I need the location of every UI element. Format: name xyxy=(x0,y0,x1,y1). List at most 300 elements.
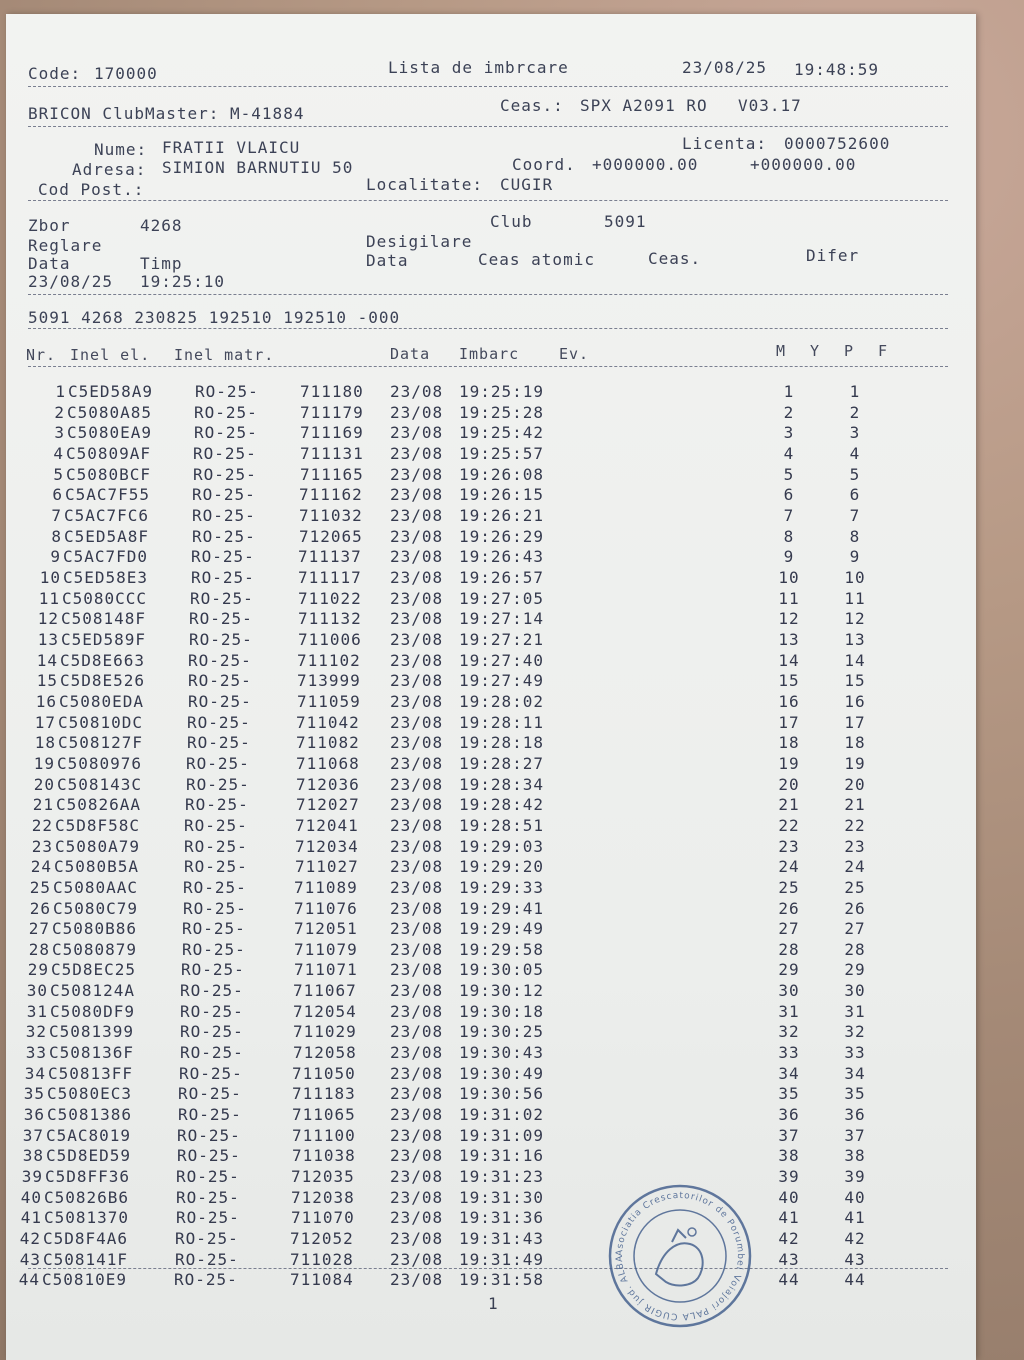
row-nr: 2 xyxy=(54,402,65,422)
row-date: 23/08 xyxy=(390,795,444,815)
row-inel-el: C5AC7F55 xyxy=(65,485,151,505)
localitate-value: CUGIR xyxy=(500,175,554,194)
row-inel-matr: 712027 xyxy=(296,795,360,815)
row-p: 36 xyxy=(844,1105,866,1125)
table-row xyxy=(6,485,976,505)
row-p: 29 xyxy=(844,960,866,980)
row-p: 14 xyxy=(844,650,866,670)
row-ring-prefix: RO-25- xyxy=(179,1063,243,1083)
row-ring-prefix: RO-25- xyxy=(183,877,247,897)
divider xyxy=(28,1268,948,1269)
row-m: 35 xyxy=(778,1084,800,1104)
row-inel-el: C5D8F58C xyxy=(55,815,141,835)
row-time: 19:31:49 xyxy=(459,1249,545,1269)
row-ring-prefix: RO-25- xyxy=(176,1167,240,1187)
col-inel-matr: Inel matr. xyxy=(174,346,275,364)
row-p: 5 xyxy=(849,464,861,484)
row-inel-el: C5080DF9 xyxy=(50,1001,136,1021)
row-time: 19:30:18 xyxy=(459,1001,545,1021)
row-date: 23/08 xyxy=(390,898,444,918)
table-row xyxy=(6,1002,976,1022)
coord-y: +000000.00 xyxy=(750,155,857,174)
row-ring-prefix: RO-25- xyxy=(178,1105,242,1125)
row-inel-matr: 711180 xyxy=(300,382,364,401)
adresa-value: SIMION BARNUTIU 50 xyxy=(162,158,354,177)
row-date: 23/08 xyxy=(390,691,444,711)
col-inel-el: Inel el. xyxy=(70,346,151,364)
row-inel-el: C5AC8019 xyxy=(46,1125,132,1145)
row-inel-el: C5080A79 xyxy=(55,836,141,856)
row-nr: 4 xyxy=(53,443,64,463)
table-row xyxy=(6,1105,976,1125)
row-inel-el: C5080BCF xyxy=(66,464,152,484)
row-inel-el: C508143C xyxy=(57,774,143,794)
row-date: 23/08 xyxy=(390,402,444,422)
col-f: F xyxy=(878,342,889,360)
row-date: 23/08 xyxy=(390,877,444,897)
adresa-label: Adresa: xyxy=(72,160,147,179)
table-row xyxy=(6,1146,976,1166)
reglare-date: 23/08/25 xyxy=(28,272,114,291)
row-m: 25 xyxy=(778,877,800,897)
row-m: 2 xyxy=(783,402,795,422)
row-ring-prefix: RO-25- xyxy=(191,547,255,567)
row-ring-prefix: RO-25- xyxy=(184,815,248,835)
row-inel-el: C5ED589F xyxy=(61,629,147,649)
row-inel-el: C5D8FF36 xyxy=(45,1167,131,1187)
table-row xyxy=(6,1270,976,1290)
row-nr: 6 xyxy=(52,485,63,505)
row-p: 28 xyxy=(844,939,866,959)
row-inel-matr: 711068 xyxy=(296,753,360,773)
row-date: 23/08 xyxy=(390,712,444,732)
row-p: 42 xyxy=(844,1229,866,1249)
row-nr: 36 xyxy=(23,1105,45,1125)
row-inel-matr: 711070 xyxy=(291,1208,355,1228)
row-date: 23/08 xyxy=(390,567,444,587)
row-date: 23/08 xyxy=(390,1001,444,1021)
row-inel-el: C5D8E663 xyxy=(60,650,146,670)
col-y: Y xyxy=(810,342,821,360)
row-date: 23/08 xyxy=(390,753,444,773)
row-ring-prefix: RO-25- xyxy=(181,960,245,980)
row-p: 27 xyxy=(844,919,866,939)
row-inel-matr: 712051 xyxy=(294,919,358,939)
row-nr: 7 xyxy=(51,505,62,525)
row-inel-matr: 711117 xyxy=(298,567,362,587)
row-inel-matr: 711102 xyxy=(297,650,361,670)
row-m: 11 xyxy=(778,588,800,608)
row-time: 19:26:29 xyxy=(459,526,545,546)
row-inel-el: C5080AAC xyxy=(53,877,139,897)
table-row xyxy=(6,609,976,629)
row-m: 16 xyxy=(778,691,800,711)
row-time: 19:27:40 xyxy=(459,650,545,670)
row-nr: 3 xyxy=(54,423,65,443)
row-nr: 40 xyxy=(20,1187,42,1207)
row-date: 23/08 xyxy=(390,423,444,443)
licenta-value: 0000752600 xyxy=(784,134,891,153)
row-m: 43 xyxy=(778,1249,800,1269)
divider xyxy=(28,126,948,127)
row-m: 23 xyxy=(778,836,800,856)
row-nr: 19 xyxy=(33,753,55,773)
row-m: 19 xyxy=(778,753,800,773)
row-nr: 12 xyxy=(37,609,59,629)
row-inel-el: C5081399 xyxy=(49,1022,135,1042)
row-m: 28 xyxy=(778,939,800,959)
row-nr: 34 xyxy=(24,1063,46,1083)
row-ring-prefix: RO-25- xyxy=(176,1208,240,1228)
row-time: 19:30:49 xyxy=(459,1063,545,1083)
row-ring-prefix: RO-25- xyxy=(195,382,259,401)
table-row xyxy=(6,1167,976,1187)
row-date: 23/08 xyxy=(390,960,444,980)
table-row xyxy=(6,1229,976,1249)
row-inel-el: C50809AF xyxy=(66,443,152,463)
row-ring-prefix: RO-25- xyxy=(189,629,253,649)
row-m: 22 xyxy=(778,815,800,835)
row-nr: 15 xyxy=(36,671,58,691)
row-date: 23/08 xyxy=(390,939,444,959)
row-inel-el: C508148F xyxy=(61,609,147,629)
row-p: 18 xyxy=(844,733,866,753)
row-inel-matr: 711071 xyxy=(294,960,358,980)
row-nr: 22 xyxy=(31,815,53,835)
row-p: 40 xyxy=(844,1187,866,1207)
table-row xyxy=(6,465,976,485)
row-nr: 17 xyxy=(34,712,56,732)
row-inel-el: C5081386 xyxy=(47,1105,133,1125)
row-m: 4 xyxy=(783,443,795,463)
row-nr: 20 xyxy=(33,774,55,794)
row-p: 25 xyxy=(844,877,866,897)
row-time: 19:31:09 xyxy=(459,1125,545,1145)
row-inel-matr: 711162 xyxy=(299,485,363,505)
row-nr: 37 xyxy=(22,1125,44,1145)
row-nr: 32 xyxy=(25,1022,47,1042)
row-inel-matr: 712038 xyxy=(291,1187,355,1207)
row-p: 19 xyxy=(844,753,866,773)
data-label: Data xyxy=(28,254,71,273)
row-p: 1 xyxy=(849,382,861,401)
row-m: 29 xyxy=(778,960,800,980)
row-inel-matr: 711079 xyxy=(294,939,358,959)
row-ring-prefix: RO-25- xyxy=(188,671,252,691)
page-number: 1 xyxy=(488,1294,498,1313)
row-nr: 1 xyxy=(55,382,66,401)
row-m: 13 xyxy=(778,629,800,649)
row-inel-matr: 711006 xyxy=(298,629,362,649)
row-inel-matr: 711065 xyxy=(292,1105,356,1125)
table-row xyxy=(6,795,976,815)
col-data: Data xyxy=(390,345,431,363)
row-nr: 11 xyxy=(38,588,60,608)
row-inel-matr: 713999 xyxy=(297,671,361,691)
divider xyxy=(28,328,948,329)
row-ring-prefix: RO-25- xyxy=(186,774,250,794)
row-p: 3 xyxy=(849,423,861,443)
row-m: 42 xyxy=(778,1229,800,1249)
row-m: 8 xyxy=(783,526,795,546)
row-date: 23/08 xyxy=(390,1084,444,1104)
ceas2-label: Ceas. xyxy=(648,249,702,268)
table-row xyxy=(6,423,976,443)
row-inel-matr: 711131 xyxy=(300,443,364,463)
table-row xyxy=(6,1250,976,1270)
row-inel-matr: 712058 xyxy=(293,1043,357,1063)
row-inel-matr: 711022 xyxy=(298,588,362,608)
table-row xyxy=(6,589,976,609)
row-inel-matr: 711027 xyxy=(295,857,359,877)
row-inel-el: C50826B6 xyxy=(44,1187,130,1207)
row-inel-matr: 711179 xyxy=(300,402,364,422)
row-date: 23/08 xyxy=(390,588,444,608)
row-nr: 27 xyxy=(28,919,50,939)
row-time: 19:27:14 xyxy=(459,609,545,629)
row-inel-matr: 711029 xyxy=(293,1022,357,1042)
row-time: 19:28:51 xyxy=(459,815,545,835)
row-time: 19:31:02 xyxy=(459,1105,545,1125)
row-m: 5 xyxy=(783,464,795,484)
row-inel-matr: 711132 xyxy=(298,609,362,629)
row-nr: 13 xyxy=(37,629,59,649)
row-ring-prefix: RO-25- xyxy=(177,1146,241,1166)
row-m: 34 xyxy=(778,1063,800,1083)
row-time: 19:31:30 xyxy=(459,1187,545,1207)
row-p: 6 xyxy=(849,485,861,505)
row-m: 20 xyxy=(778,774,800,794)
row-inel-el: C50810E9 xyxy=(42,1270,128,1290)
row-ring-prefix: RO-25- xyxy=(188,691,252,711)
row-ring-prefix: RO-25- xyxy=(189,609,253,629)
flight-code-line: 5091 4268 230825 192510 192510 -000 xyxy=(28,308,401,327)
row-nr: 5 xyxy=(53,464,64,484)
table-row xyxy=(6,878,976,898)
row-inel-matr: 711042 xyxy=(296,712,360,732)
row-date: 23/08 xyxy=(390,1270,444,1290)
row-date: 23/08 xyxy=(390,464,444,484)
row-ring-prefix: RO-25- xyxy=(188,650,252,670)
row-m: 36 xyxy=(778,1105,800,1125)
row-time: 19:29:49 xyxy=(459,919,545,939)
club-label: Club xyxy=(490,212,533,231)
row-date: 23/08 xyxy=(390,650,444,670)
row-inel-matr: 711038 xyxy=(292,1146,356,1166)
row-nr: 9 xyxy=(50,547,61,567)
row-m: 24 xyxy=(778,857,800,877)
reglare-label: Reglare xyxy=(28,236,103,255)
row-nr: 14 xyxy=(36,650,58,670)
row-m: 15 xyxy=(778,671,800,691)
table-row xyxy=(6,775,976,795)
row-time: 19:25:42 xyxy=(459,423,545,443)
col-p: P xyxy=(844,342,855,360)
row-m: 1 xyxy=(783,382,795,401)
row-m: 32 xyxy=(778,1022,800,1042)
row-inel-matr: 711067 xyxy=(293,981,357,1001)
row-p: 16 xyxy=(844,691,866,711)
row-time: 19:25:19 xyxy=(459,382,545,401)
row-time: 19:31:23 xyxy=(459,1167,545,1187)
row-ring-prefix: RO-25- xyxy=(192,526,256,546)
row-date: 23/08 xyxy=(390,1187,444,1207)
row-inel-el: C5ED5A8F xyxy=(64,526,150,546)
row-time: 19:29:20 xyxy=(459,857,545,877)
row-inel-el: C50810DC xyxy=(58,712,144,732)
row-p: 24 xyxy=(844,857,866,877)
row-time: 19:30:56 xyxy=(459,1084,545,1104)
row-inel-matr: 711084 xyxy=(290,1270,354,1290)
row-p: 32 xyxy=(844,1022,866,1042)
row-m: 9 xyxy=(783,547,795,567)
row-ring-prefix: RO-25- xyxy=(182,919,246,939)
row-date: 23/08 xyxy=(390,505,444,525)
row-inel-matr: 711028 xyxy=(290,1249,354,1269)
row-ring-prefix: RO-25- xyxy=(184,836,248,856)
row-time: 19:29:03 xyxy=(459,836,545,856)
row-date: 23/08 xyxy=(390,547,444,567)
row-inel-el: C5080B86 xyxy=(52,919,138,939)
row-m: 40 xyxy=(778,1187,800,1207)
row-p: 38 xyxy=(844,1146,866,1166)
row-time: 19:26:21 xyxy=(459,505,545,525)
row-date: 23/08 xyxy=(390,526,444,546)
table-row xyxy=(6,444,976,464)
row-time: 19:28:34 xyxy=(459,774,545,794)
row-p: 30 xyxy=(844,981,866,1001)
row-time: 19:26:15 xyxy=(459,485,545,505)
row-inel-el: C50813FF xyxy=(48,1063,134,1083)
row-time: 19:28:42 xyxy=(459,795,545,815)
row-time: 19:25:57 xyxy=(459,443,545,463)
table-row xyxy=(6,713,976,733)
row-ring-prefix: RO-25- xyxy=(180,981,244,1001)
row-date: 23/08 xyxy=(390,1063,444,1083)
row-ring-prefix: RO-25- xyxy=(191,567,255,587)
row-time: 19:28:02 xyxy=(459,691,545,711)
row-ring-prefix: RO-25- xyxy=(184,857,248,877)
row-ring-prefix: RO-25- xyxy=(194,423,258,443)
row-p: 10 xyxy=(844,567,866,587)
row-p: 4 xyxy=(849,443,861,463)
row-inel-el: C508124A xyxy=(50,981,136,1001)
table-row xyxy=(6,1126,976,1146)
table-row xyxy=(6,403,976,423)
table-row xyxy=(6,1188,976,1208)
row-time: 19:25:28 xyxy=(459,402,545,422)
row-inel-el: C508141F xyxy=(43,1249,129,1269)
row-inel-el: C5D8F4A6 xyxy=(43,1229,129,1249)
row-nr: 23 xyxy=(31,836,53,856)
row-nr: 38 xyxy=(22,1146,44,1166)
code-value: 170000 xyxy=(94,64,158,83)
ceas-label: Ceas.: xyxy=(500,96,564,115)
table-row xyxy=(6,899,976,919)
row-p: 8 xyxy=(849,526,861,546)
col-imbarc: Imbarc xyxy=(459,345,520,363)
row-nr: 21 xyxy=(32,795,54,815)
row-m: 27 xyxy=(778,919,800,939)
licenta-label: Licenta: xyxy=(682,134,768,153)
row-m: 39 xyxy=(778,1167,800,1187)
row-date: 23/08 xyxy=(390,1125,444,1145)
row-p: 44 xyxy=(844,1270,866,1290)
table-row xyxy=(6,692,976,712)
row-nr: 44 xyxy=(18,1270,40,1290)
row-inel-el: C5080976 xyxy=(57,753,143,773)
row-m: 31 xyxy=(778,1001,800,1021)
row-ring-prefix: RO-25- xyxy=(183,898,247,918)
row-inel-matr: 711183 xyxy=(292,1084,356,1104)
table-row xyxy=(6,651,976,671)
table-row xyxy=(6,960,976,980)
row-ring-prefix: RO-25- xyxy=(187,712,251,732)
row-ring-prefix: RO-25- xyxy=(187,733,251,753)
row-nr: 41 xyxy=(20,1208,42,1228)
row-inel-matr: 712054 xyxy=(293,1001,357,1021)
row-inel-matr: 711050 xyxy=(292,1063,356,1083)
row-ring-prefix: RO-25- xyxy=(186,753,250,773)
zbor-label: Zbor xyxy=(28,216,71,235)
row-time: 19:30:05 xyxy=(459,960,545,980)
row-m: 30 xyxy=(778,981,800,1001)
row-ring-prefix: RO-25- xyxy=(193,464,257,484)
row-date: 23/08 xyxy=(390,1105,444,1125)
row-p: 41 xyxy=(844,1208,866,1228)
row-time: 19:29:58 xyxy=(459,939,545,959)
table-row xyxy=(6,1208,976,1228)
row-m: 14 xyxy=(778,650,800,670)
row-date: 23/08 xyxy=(390,857,444,877)
row-ring-prefix: RO-25- xyxy=(180,1022,244,1042)
row-p: 23 xyxy=(844,836,866,856)
row-inel-el: C5AC7FD0 xyxy=(63,547,149,567)
row-m: 44 xyxy=(778,1270,800,1290)
row-ring-prefix: RO-25- xyxy=(174,1270,238,1290)
row-time: 19:26:43 xyxy=(459,547,545,567)
row-time: 19:31:36 xyxy=(459,1208,545,1228)
table-row xyxy=(6,382,976,402)
row-p: 43 xyxy=(844,1249,866,1269)
row-m: 7 xyxy=(783,505,795,525)
row-date: 23/08 xyxy=(390,815,444,835)
row-inel-matr: 712052 xyxy=(290,1229,354,1249)
row-nr: 26 xyxy=(29,898,51,918)
row-date: 23/08 xyxy=(390,382,444,401)
row-time: 19:29:33 xyxy=(459,877,545,897)
row-m: 17 xyxy=(778,712,800,732)
row-nr: 10 xyxy=(39,567,61,587)
table-row xyxy=(6,1064,976,1084)
row-date: 23/08 xyxy=(390,1146,444,1166)
row-m: 6 xyxy=(783,485,795,505)
localitate-label: Localitate: xyxy=(366,175,483,194)
row-p: 12 xyxy=(844,609,866,629)
table-row xyxy=(6,857,976,877)
ceas-atomic-label: Ceas atomic xyxy=(478,250,595,269)
desigilare-label: Desigilare xyxy=(366,232,473,251)
divider xyxy=(28,294,948,295)
table-row xyxy=(6,816,976,836)
row-date: 23/08 xyxy=(390,443,444,463)
timp-label: Timp xyxy=(140,254,183,273)
row-time: 19:31:43 xyxy=(459,1229,545,1249)
row-m: 21 xyxy=(778,795,800,815)
row-time: 19:27:49 xyxy=(459,671,545,691)
table-row xyxy=(6,568,976,588)
row-date: 23/08 xyxy=(390,1043,444,1063)
